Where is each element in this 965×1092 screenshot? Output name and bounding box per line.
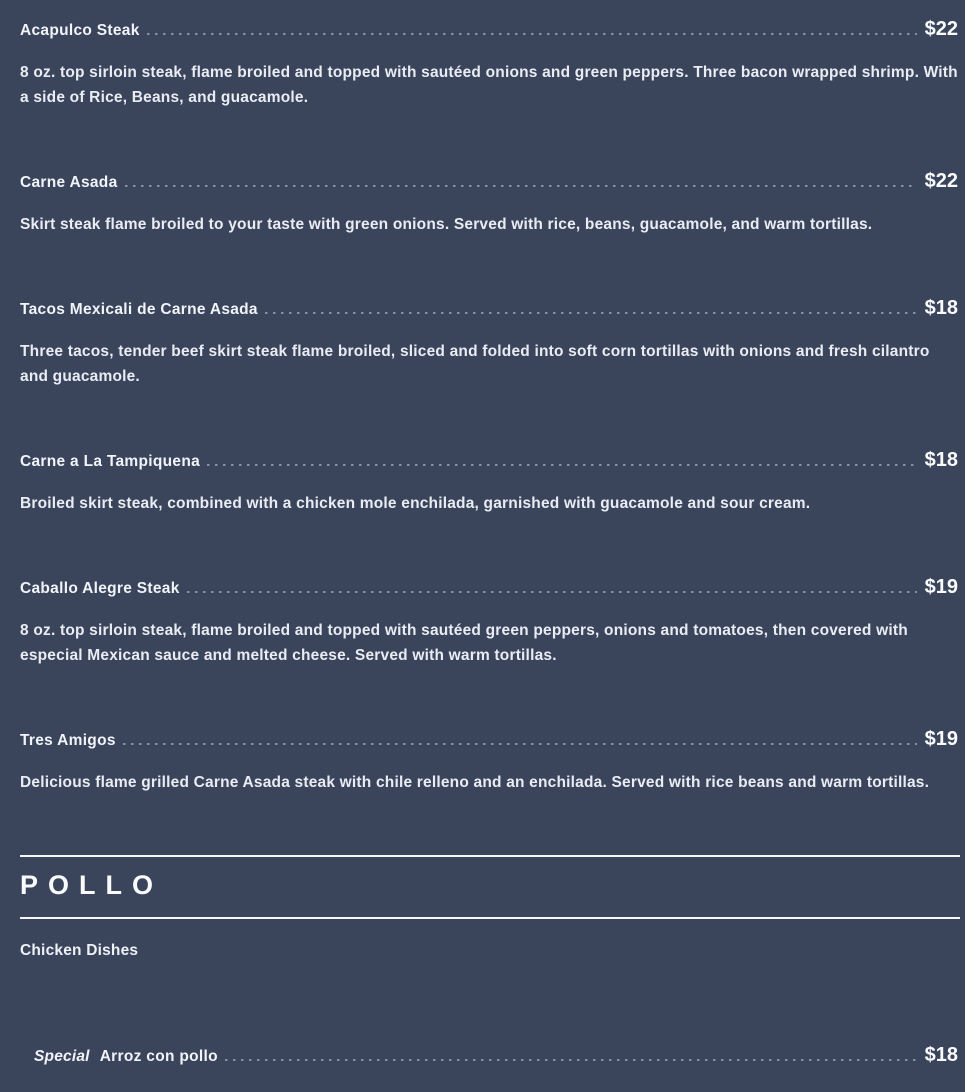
- menu-item-row: [20, 170, 958, 193]
- special-label: Special: [34, 1048, 90, 1065]
- dish-description: Delicious flame grilled Carne Asada steak with chile relleno and an enchilada. Served with rice beans and warm tortillas.: [20, 774, 930, 791]
- dish-description: Broiled skirt steak, combined with a chicken mole enchilada, garnished with guacamole and sour cream.: [20, 495, 811, 512]
- menu-item-special: [20, 1044, 958, 1067]
- dish-price: $18: [924, 449, 958, 471]
- dotted-leader: [147, 33, 917, 36]
- dish-name: Tres Amigos: [20, 732, 116, 749]
- menu-item-row: [20, 728, 958, 751]
- dish-price: $22: [924, 170, 958, 192]
- menu-item-row: [20, 576, 958, 599]
- menu-item: [20, 576, 958, 668]
- menu-item-row: [20, 297, 958, 320]
- dish-price: $19: [924, 576, 958, 598]
- dotted-leader: [225, 1059, 917, 1062]
- menu-item: [20, 728, 958, 795]
- dish-name: Acapulco Steak: [20, 22, 140, 39]
- dish-price: $22: [924, 18, 958, 40]
- menu-item: [20, 297, 958, 389]
- menu-item-row: [20, 18, 958, 41]
- menu-item-row: [34, 1044, 958, 1067]
- menu-item: [20, 449, 958, 516]
- dotted-leader: [207, 464, 917, 467]
- section-divider-top: [20, 855, 960, 857]
- dish-name: Arroz con pollo: [99, 1048, 218, 1065]
- dish-description: 8 oz. top sirloin steak, flame broiled and topped with sautéed green peppers, onions and tomatoes, then covered with especial Mexican sauce and melted cheese. Served with warm tortillas.: [20, 622, 908, 664]
- dish-description: 8 oz. top sirloin steak, flame broiled and topped with sautéed onions and green peppers. Three bacon wrapped shrimp. With a side of Rice, Beans, and guacamole.: [20, 64, 958, 106]
- dish-name: Tacos Mexicali de Carne Asada: [20, 301, 258, 318]
- section-title: POLLO: [20, 870, 163, 900]
- section-divider-bottom: [20, 917, 960, 919]
- menu-item: [20, 18, 958, 110]
- dotted-leader: [123, 743, 917, 746]
- dish-description: Three tacos, tender beef skirt steak flame broiled, sliced and folded into soft corn tortillas with onions and fresh cilantro and guacamole.: [20, 343, 930, 385]
- menu-item-row: [20, 449, 958, 472]
- section-subtitle: Chicken Dishes: [20, 942, 139, 959]
- dish-name: Caballo Alegre Steak: [20, 580, 180, 597]
- dish-price: $18: [924, 297, 958, 319]
- dotted-leader: [125, 185, 917, 188]
- dish-description: Skirt steak flame broiled to your taste with green onions. Served with rice, beans, guacamole, and warm tortillas.: [20, 216, 873, 233]
- section-pollo: [20, 855, 958, 960]
- dotted-leader: [187, 591, 917, 594]
- dotted-leader: [265, 312, 917, 315]
- menu-item: [20, 170, 958, 237]
- dish-name: Carne Asada: [20, 174, 118, 191]
- dish-name: Carne a La Tampiquena: [20, 453, 201, 470]
- dish-price: $18: [924, 1044, 958, 1066]
- dish-price: $19: [924, 728, 958, 750]
